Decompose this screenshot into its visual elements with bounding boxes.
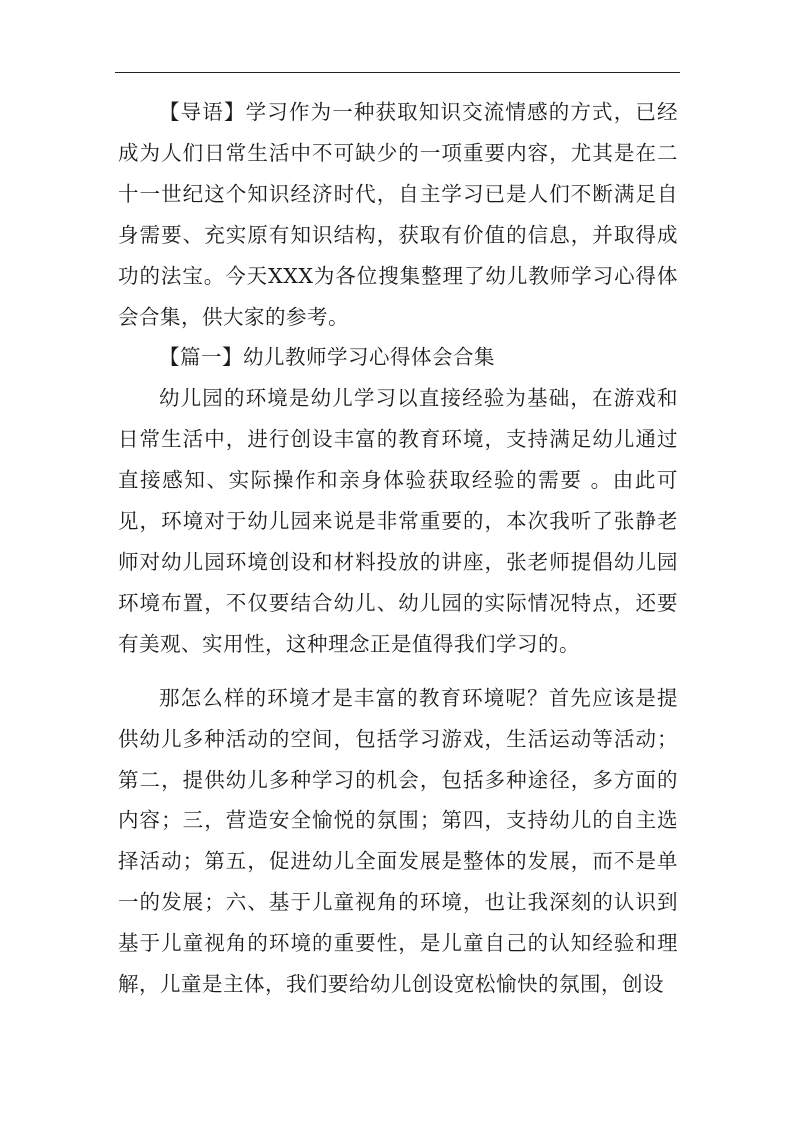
header-rule: [115, 72, 680, 73]
section-heading: 【篇一】幼儿教师学习心得体会合集: [159, 345, 495, 370]
body-paragraph: 那怎么样的环境才是丰富的教育环境呢？首先应该是提供幼儿多种活动的空间，包括学习游戏，生活运动等活动；第二，提供幼儿多种学习的机会，包括多种途径，多方面的内容；三，营造安全愉悦的氛围；第四，支持幼儿的自主选择活动；第五，促进幼儿全面发展是整体的发展，而不是单一的发展；六、基于儿童视角的环境，也让我深刻的认识到基于儿童视角的环境的重要性，是儿童自己的认知经验和理解，儿童是主体，我们要给幼儿创设宽松愉快的氛围，创设: [118, 685, 678, 997]
body-paragraph: 幼儿园的环境是幼儿学习以直接经验为基础，在游戏和日常生活中，进行创设丰富的教育环境，支持满足幼儿通过直接感知、实际操作和亲身体验获取经验的需要 。由此可见，环境对于幼儿园来说是非常重要的，本次我听了张静老师对幼儿园环境创设和材料投放的讲座，张老师提倡幼儿园环境布置，不仅要结合幼儿、幼儿园的实际情况特点，还要有美观、实用性，这种理念正是值得我们学习的。: [118, 386, 678, 656]
intro-paragraph: 【导语】学习作为一种获取知识交流情感的方式，已经成为人们日常生活中不可缺少的一项重要内容，尤其是在二十一世纪这个知识经济时代，自主学习已是人们不断满足自身需要、充实原有知识结构，获取有价值的信息，并取得成功的法宝。今天XXX为各位搜集整理了幼儿教师学习心得体会合集，供大家的参考。: [118, 100, 678, 329]
document-body: [118, 92, 678, 1005]
